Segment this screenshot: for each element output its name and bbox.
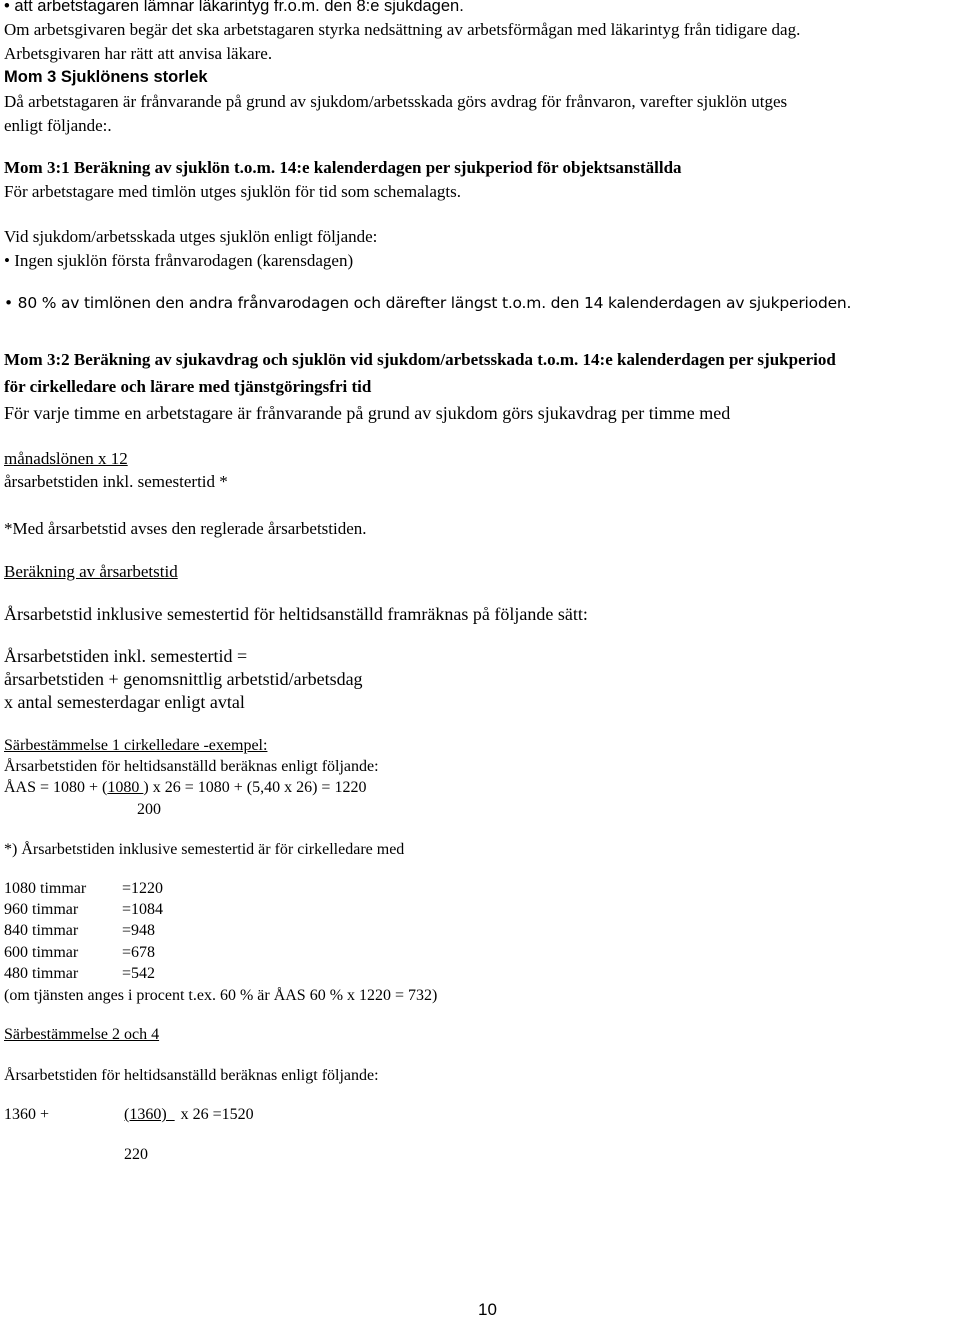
sarb1-heading: Särbestämmelse 1 cirkelledare -exempel: xyxy=(4,737,268,754)
calc-formula-3: x antal semesterdagar enligt avtal xyxy=(4,692,245,712)
fraction-denominator: årsarbetstiden inkl. semestertid * xyxy=(4,472,228,491)
table-row: 960 timmar =1084 xyxy=(4,901,164,918)
calc-heading: Beräkning av årsarbetstid xyxy=(4,562,178,581)
employer-line-1: Om arbetsgivaren begär det ska arbetstagaren styrka nedsättning av arbetsförmågan med läkarintyg från tidigare dag. xyxy=(4,20,801,39)
employer-line-2: Arbetsgivaren har rätt att anvisa läkare. xyxy=(4,44,273,63)
sarb2-line-1: Årsarbetstiden för heltidsanställd beräknas enligt följande: xyxy=(4,1067,379,1084)
table-row: 600 timmar =678 xyxy=(4,944,156,961)
sarb1-line-1: Årsarbetstiden för heltidsanställd beräknas enligt följande: xyxy=(4,758,379,775)
sarb1-formula: ÅAS = 1080 + (1080 ) x 26 = 1080 + (5,40 x 26) = 1220 xyxy=(4,779,367,796)
mom3-1-line-1: För arbetstagare med timlön utges sjuklön för tid som schemalagts. xyxy=(4,182,462,201)
mom3-1-bullet-2: • 80 % av timlönen den andra frånvarodagen och därefter längst t.o.m. den 14 kalenderdagen av sjukperioden. xyxy=(4,294,852,312)
calc-intro: Årsarbetstid inklusive semestertid för heltidsanställd framräknas på följande sätt: xyxy=(4,604,588,624)
sarb1-note: (om tjänsten anges i procent t.ex. 60 % är ÅAS 60 % x 1220 = 732) xyxy=(4,987,438,1004)
table-row: 480 timmar =542 xyxy=(4,965,156,982)
fraction-numerator: månadslönen x 12 xyxy=(4,449,128,468)
mom3-2-heading-1: Mom 3:2 Beräkning av sjukavdrag och sjuklön vid sjukdom/arbetsskada t.o.m. 14:e kalenderdagen per sjukperiod xyxy=(4,350,836,369)
bullet-sick-certificate: • att arbetstagaren lämnar läkarintyg fr.o.m. den 8:e sjukdagen. xyxy=(4,0,464,15)
sarb1-star-line: *) Årsarbetstiden inklusive semestertid är för cirkelledare med xyxy=(4,841,405,858)
sarb1-formula-divisor: 200 xyxy=(137,801,161,818)
mom3-1-heading: Mom 3:1 Beräkning av sjuklön t.o.m. 14:e kalenderdagen per sjukperiod för objektsanställda xyxy=(4,158,682,177)
mom3-2-heading-2: för cirkelledare och lärare med tjänstgöringsfri tid xyxy=(4,377,372,396)
sarb2-formula-divisor: 220 xyxy=(124,1146,148,1163)
sarb2-heading: Särbestämmelse 2 och 4 xyxy=(4,1026,160,1043)
mom3-2-line-1: För varje timme en arbetstagare är frånvarande på grund av sjukdom görs sjukavdrag per timme med xyxy=(4,403,731,423)
mom3-1-line-2: Vid sjukdom/arbetsskada utges sjuklön enligt följande: xyxy=(4,227,378,246)
calc-formula-2: årsarbetstiden + genomsnittlig arbetstid/arbetsdag xyxy=(4,669,363,689)
table-row: 1080 timmar =1220 xyxy=(4,880,164,897)
table-row: 840 timmar =948 xyxy=(4,922,156,939)
mom3-paragraph-1: Då arbetstagaren är frånvarande på grund av sjukdom/arbetsskada görs avdrag för frånvaron, varefter sjuklön utges xyxy=(4,92,788,111)
footnote: *Med årsarbetstid avses den reglerade årsarbetstiden. xyxy=(4,519,367,538)
calc-formula-1: Årsarbetstiden inkl. semestertid = xyxy=(4,646,248,666)
mom3-paragraph-2: enligt följande:. xyxy=(4,116,112,135)
sarb2-formula: 1360 + (1360) x 26 =1520 xyxy=(4,1106,254,1123)
page-number: 10 xyxy=(478,1300,497,1319)
mom3-1-bullet-1: • Ingen sjuklön första frånvarodagen (karensdagen) xyxy=(4,251,354,270)
mom3-heading: Mom 3 Sjuklönens storlek xyxy=(4,68,208,86)
